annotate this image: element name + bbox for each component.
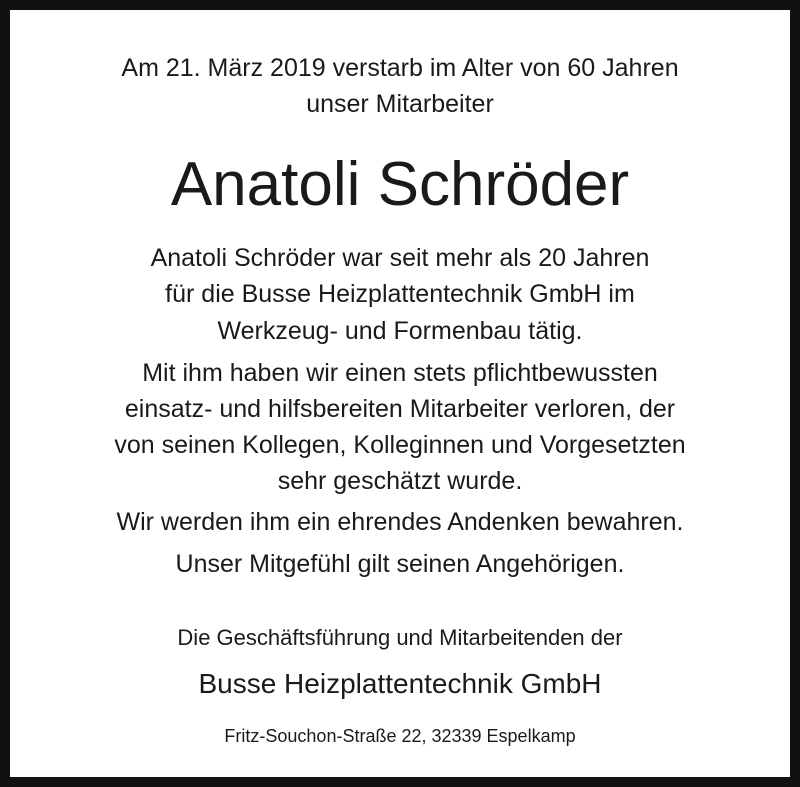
paragraph-1-line-1: Anatoli Schröder war seit mehr als 20 Jahren: [150, 244, 650, 272]
intro-line-2: unser Mitarbeiter: [306, 90, 494, 118]
paragraph-4: Unser Mitgefühl gilt seinen Angehörigen.: [175, 550, 625, 578]
deceased-name: Anatoli Schröder: [170, 150, 630, 219]
paragraph-1-line-3: Werkzeug- und Formenbau tätig.: [217, 317, 583, 345]
paragraph-3: Wir werden ihm ein ehrendes Andenken bewahren.: [116, 508, 684, 536]
signature-line: Die Geschäftsführung und Mitarbeitenden der: [177, 625, 623, 650]
paragraph-2-line-2: einsatz- und hilfsbereiten Mitarbeiter verloren, der: [124, 395, 676, 423]
company-name: Busse Heizplattentechnik GmbH: [198, 668, 602, 699]
paragraph-2-line-1: Mit ihm haben wir einen stets pflichtbewussten: [142, 359, 658, 387]
paragraph-2-line-3: von seinen Kollegen, Kolleginnen und Vorgesetzten: [114, 431, 686, 459]
paragraph-2-line-4: sehr geschätzt wurde.: [277, 467, 523, 495]
paragraph-1-line-2: für die Busse Heizplattentechnik GmbH im: [165, 280, 635, 308]
company-address: Fritz-Souchon-Straße 22, 32339 Espelkamp: [224, 726, 576, 746]
intro-line-1: Am 21. März 2019 verstarb im Alter von 60 Jahren: [121, 54, 679, 82]
